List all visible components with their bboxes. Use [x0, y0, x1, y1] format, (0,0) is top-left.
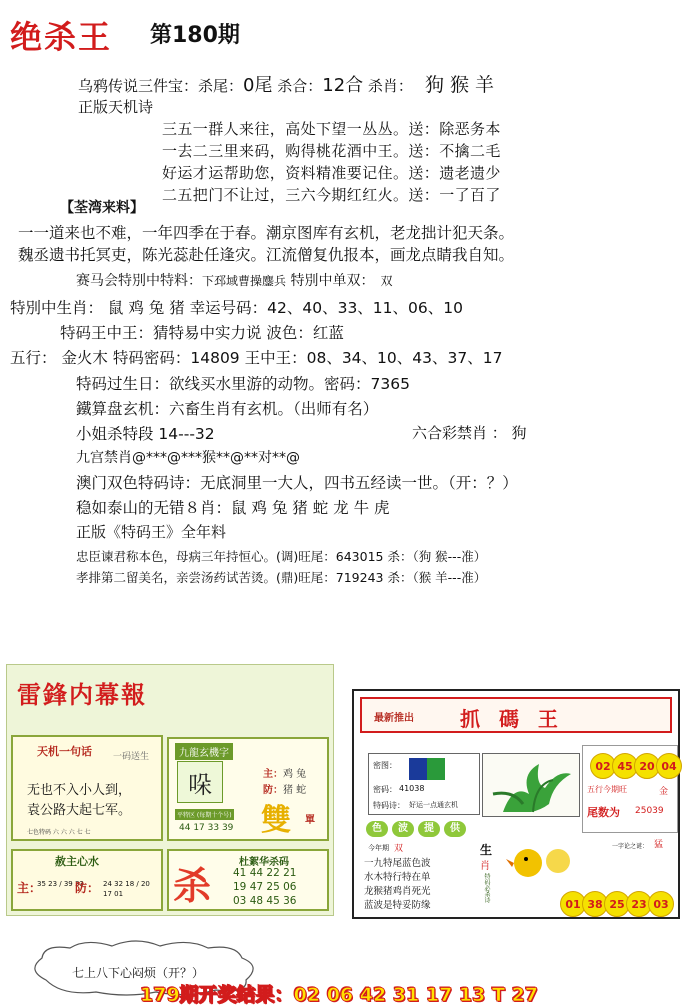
xiao-char: 肖: [480, 861, 490, 872]
line-loyal: 忠臣谏君称本色，母病三年持恒心。(调)旺尾：643015 杀：（狗 猴---准）: [76, 549, 487, 564]
zhuama-header: [360, 697, 672, 733]
duxu-row-3: 03 48 45 36: [233, 895, 297, 907]
shezhu-title: 赦主心水: [55, 855, 99, 868]
line-nine-palace: 九宫禁肖@***@***猴**@**对**@: [76, 450, 300, 466]
issue-number: 第180期: [150, 23, 240, 48]
sha-char: 杀: [173, 863, 212, 908]
poem-line-1: 三五一群人来往，高处下望一丛丛。送：除恶务本: [162, 120, 501, 138]
tianji-text-2: 袁公路大起七军。: [27, 803, 132, 818]
tianji-title: 天机一句话: [37, 745, 92, 758]
poem-line-4: 二五把门不让过，三六今期红红火。送：一了百了: [162, 186, 501, 204]
month-label: 今年期: [368, 844, 389, 852]
pingte-label: 平特区 (每期十个号): [175, 809, 234, 820]
cloud-text: 七上八下心闷烦（开？）: [72, 966, 205, 980]
section-heading: 【荃湾来料】: [60, 200, 144, 216]
tianji-box: [11, 735, 163, 841]
top-ball-2: 45: [612, 753, 638, 779]
line-eight-xiao: 稳如泰山的无错８肖：鼠 鸡 兔 猪 蛇 龙 牛 虎: [76, 499, 390, 517]
line-king: 特码王中王：猜特易中实力说 波色：红蓝: [60, 324, 344, 342]
line-filial: 孝排第二留美名，亲尝汤药试苦烫。(鼎)旺尾：719243 杀：（猴 羊---准）: [76, 570, 487, 585]
shuang-char: 雙: [261, 803, 291, 838]
line-zodiac-lucky: 特別中生肖： 鼠 鸡 兔 猪 幸运号码：42、40、33、11、06、10: [10, 299, 463, 317]
zhuama-tag: 最新推出: [374, 713, 414, 724]
crow-label: 乌鸦传说三件宝：杀尾：: [78, 77, 244, 95]
shezhu-zhu-nums: 35 23 / 39 33: [37, 880, 84, 888]
poem-text-2: 水木特行特在单: [364, 872, 431, 883]
jiulong-fang-value: 猪 蛇: [283, 785, 307, 796]
duxu-box: [167, 849, 329, 911]
code-value: 41038: [399, 784, 425, 793]
leifeng-title: 雷鋒内幕報: [17, 680, 147, 709]
mima-box: [368, 753, 480, 815]
poem-text-4: 蓝波是特妥防缘: [364, 900, 431, 911]
color-tab-4: 供: [444, 821, 466, 837]
tianji-sub: 一码送生: [113, 752, 150, 762]
jiulong-char: 哚: [188, 770, 212, 799]
jiulong-char-box: [177, 761, 223, 803]
mima-logo: [409, 758, 445, 780]
horse-label: 赛马会特別中特料：: [76, 273, 202, 289]
pingte-nums: 44 17 33 39: [179, 823, 234, 833]
zhuama-title: 抓 碼 王: [460, 707, 564, 731]
line-wuxing: 五行： 金火木 特码密码：14809 王中王：08、34、10、43、37、17: [10, 349, 503, 367]
plant-image: [482, 753, 580, 817]
line-abacus: 鐵算盘玄机：六畜生肖有玄机。（出师有名）: [76, 400, 379, 418]
tianji-foot: 七色特码 六 六 六 七 七: [27, 829, 91, 836]
zhuama-panel: [352, 689, 680, 919]
sheng-char: 生: [480, 843, 493, 857]
top-ball-4: 04: [656, 753, 682, 779]
jiulong-box: [167, 737, 329, 841]
top-ball-3: 20: [634, 753, 660, 779]
jiulong-zhu: [263, 765, 306, 780]
poem-heading: 正版天机诗: [78, 98, 154, 116]
poem-value: 好运一点通玄机: [409, 801, 458, 809]
kill-tail-value: 0尾: [243, 75, 273, 96]
paragraph-line-2: 魏丞遗书托冥吏，陈光蕊赴任逢灾。江流僧复仇报本，画龙点睛我自知。: [18, 246, 515, 264]
line-horse: [76, 270, 392, 290]
poem-label: 特码诗：: [373, 801, 405, 810]
jiulong-zhu-label: 主：: [263, 769, 283, 780]
bottom-ball-1: 01: [560, 891, 586, 917]
duxu-title: 杜絮华杀码: [239, 857, 289, 868]
wuxing-label: 五行今期旺: [587, 785, 627, 794]
result-banner: 179期开奖结果：02 06 42 31 17 13 T 27: [140, 984, 539, 1006]
line-ban: 六合彩禁肖 ： 狗: [412, 424, 527, 442]
code-label: 密码：: [373, 785, 397, 794]
brand-logo: 绝杀王: [10, 18, 113, 56]
tianji-text-1: 无也不入小人到，: [27, 783, 132, 798]
vertical-label: 特码必杀诗: [483, 873, 490, 903]
poem-line-3: 好运才运帮助您，资料精准要记住。送：遗老遗少: [162, 164, 501, 182]
leifeng-panel: [6, 664, 334, 916]
color-tab-2: 波: [392, 821, 414, 837]
oddeven-value: 双: [380, 274, 393, 288]
poem-line-2: 一去二三里来码，购得桃花酒中王。送：不擒二毛: [162, 142, 501, 160]
poem-text-1: 一九特尾蓝色波: [364, 858, 431, 869]
line-crow: [78, 70, 494, 97]
bottom-ball-5: 03: [648, 891, 674, 917]
bottom-ball-4: 23: [626, 891, 652, 917]
bottom-ball-3: 25: [604, 891, 630, 917]
oddeven-label: 特別中单双：: [286, 273, 375, 289]
month-value: 双: [394, 844, 404, 854]
weishu-value: 25039: [635, 806, 664, 816]
jiulong-fang: [263, 781, 306, 796]
shezhu-zhu-label: 主：: [17, 881, 42, 895]
duxu-row-1: 41 44 22 21: [233, 867, 297, 879]
jiulong-zhu-value: 鸡 兔: [283, 769, 307, 780]
color-tab-1: 色: [366, 821, 388, 837]
color-tab-3: 提: [418, 821, 440, 837]
wuxing-value: 金: [659, 787, 669, 797]
line-macau-poem: 澳门双色特码诗：无底洞里一大人，四书五经读一世。（开：？）: [76, 474, 518, 492]
kill-xiao-label: 杀肖：: [363, 77, 413, 95]
line-miss: 小姐杀特段 14---32: [76, 425, 215, 443]
weishu-label: 尾数为: [587, 806, 620, 819]
line-annual: 正版《特码王》全年料: [76, 523, 227, 541]
mima-label: 密图：: [373, 761, 397, 770]
line-birthday: 特码过生日：欲线买水里游的动物。密码：7365: [76, 375, 410, 393]
jiulong-title: 九龍玄機字: [175, 743, 233, 760]
bottom-ball-2: 38: [582, 891, 608, 917]
shezhu-fang-label: 防：: [75, 881, 100, 895]
shezhu-box: [11, 849, 163, 911]
jiulong-fang-label: 防：: [263, 785, 283, 796]
duxu-row-2: 19 47 25 06: [233, 881, 297, 893]
yizi-label: 一字论之谜：: [612, 843, 649, 850]
paragraph-line-1: 一一道来也不难，一年四季在于春。潮京图库有玄机，老龙拙计犯天条。: [18, 224, 515, 242]
bird-icon: [506, 839, 578, 889]
yizi-value: 猛: [654, 840, 664, 850]
kill-he-value: 12合: [322, 75, 364, 96]
horse-value: 下邳域曹操鏖兵: [202, 274, 287, 288]
kill-xiao-value: 狗 猴 羊: [424, 74, 495, 96]
top-ball-1: 02: [590, 753, 616, 779]
plant-icon: [483, 754, 579, 816]
dan-char: 單: [305, 815, 315, 826]
kill-he-label: 杀合：: [272, 77, 323, 95]
shezhu-fang-nums: 24 32 18 / 20 17 01: [103, 880, 150, 898]
poem-text-3: 龙猴猪鸡肖死光: [364, 886, 431, 897]
